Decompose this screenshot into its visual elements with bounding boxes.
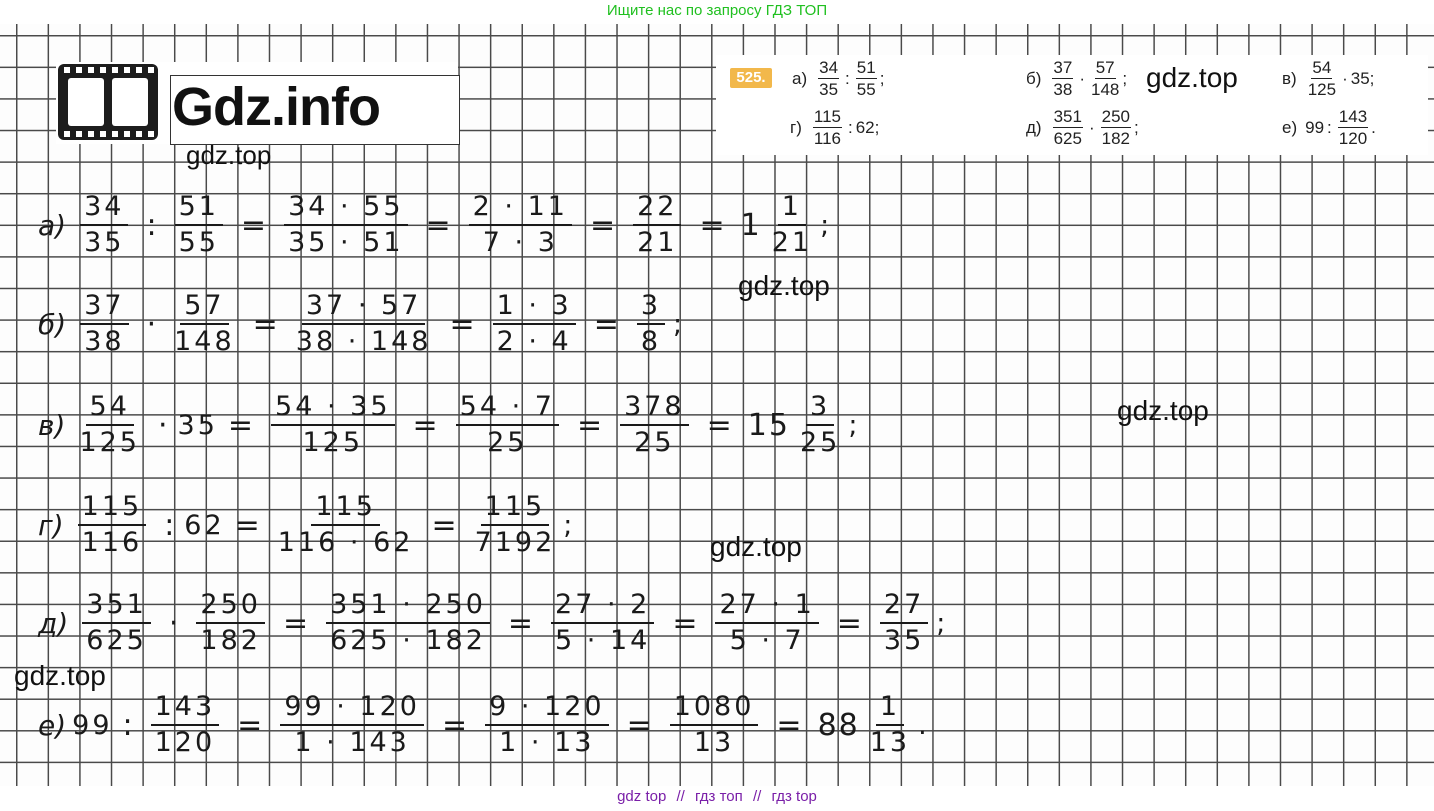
top-banner[interactable]: Ищите нас по запросу ГДЗ ТОП	[606, 2, 828, 19]
footer-separator: //	[676, 788, 685, 805]
solution-a: а) $\frac{34}{35}$ : $\frac{51}{55}$ = $\frac{34 \cdot 55}{35 \cdot 51}$ = $\frac{2 \cdot 11}{7 \cdot 3}$ = $\frac{22}{21}$ = 1 $\frac{1}{21}$ ;	[38, 191, 830, 258]
footer-link[interactable]: гдз top	[771, 788, 817, 805]
watermark: gdz.top	[710, 531, 802, 562]
task-item-e: д) $\frac{351}{625}$ · $\frac{250}{182}$ ;	[1026, 107, 1139, 148]
task-item-c: в) $\frac{54}{125}$ · 35 ;	[1282, 58, 1375, 99]
film-strip-icon	[56, 62, 160, 142]
task-item-f: е) 99 : $\frac{143}{120}$ .	[1282, 107, 1376, 148]
task-item-a: а) $\frac{34}{35}$ : $\frac{51}{55}$ ;	[792, 58, 885, 99]
bottom-banner	[0, 788, 1434, 805]
watermark: gdz.top	[1117, 395, 1209, 426]
footer-separator: //	[752, 788, 762, 805]
footer-link[interactable]: gdz top	[617, 788, 667, 805]
task-number: 525.	[730, 68, 772, 88]
watermark: gdz.top	[1146, 62, 1238, 93]
task-item-b: б) $\frac{37}{38}$ · $\frac{57}{148}$ ;	[1026, 58, 1128, 99]
solution-b: б) $\frac{37}{38}$ · $\frac{57}{148}$ = $\frac{37 \cdot 57}{38 \cdot 148}$ = $\frac{1 \cdot 3}{2 \cdot 4}$ = $\frac{3}{8}$ ;	[38, 290, 683, 357]
solution-c: в) $\frac{54}{125}$ · 35 = $\frac{54 \cdot 35}{125}$ = $\frac{54 \cdot 7}{25}$ = $\frac{378}{25}$ = 15 $\frac{3}{25}$ ;	[38, 391, 858, 458]
watermark: gdz.top	[738, 270, 830, 301]
watermark: gdz.top	[14, 660, 106, 691]
watermark: gdz.top	[186, 140, 272, 170]
footer-link[interactable]: гдз топ	[695, 788, 743, 805]
solution-e: д) $\frac{351}{625}$ · $\frac{250}{182}$ = $\frac{351 \cdot 250}{625 \cdot 182}$ = $\frac{27 \cdot 2}{5 \cdot 14}$ = $\frac{27 \cdot 1}{5 \cdot 7}$ = $\frac{27}{35}$ ;	[38, 589, 946, 656]
task-item-d: г) $\frac{115}{116}$ : 62 ;	[790, 107, 880, 148]
solution-d: г) $\frac{115}{116}$ : 62 = $\frac{115}{116 \cdot 62}$ = $\frac{115}{7192}$ ;	[38, 491, 573, 558]
solution-f: е) 99 : $\frac{143}{120}$ = $\frac{99 \cdot 120}{1 \cdot 143}$ = $\frac{9 \cdot 120}{1 \cdot 13}$ = $\frac{1080}{13}$ = 88 $\frac{1}{13}$ .	[38, 691, 927, 758]
logo-text: Gdz.info	[172, 77, 380, 137]
